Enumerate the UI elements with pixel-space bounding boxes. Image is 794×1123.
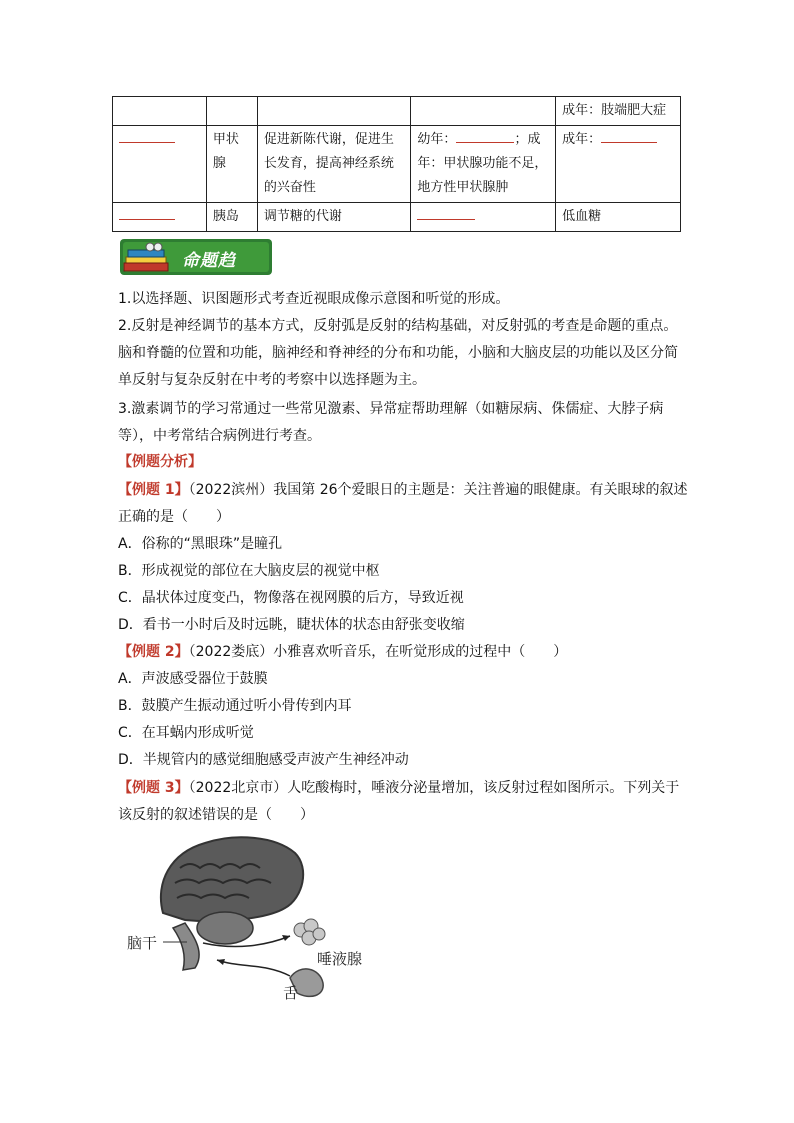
table-cell: 低血糖	[556, 203, 681, 232]
label-tongue: 舌	[283, 984, 299, 1002]
option-a: A．俗称的“黑眼珠”是瞳孔	[118, 536, 283, 552]
table-cell: 调节糖的代谢	[257, 203, 411, 232]
table-cell	[411, 97, 556, 126]
option-d: D．看书一小时后及时远眺，睫状体的状态由舒张变收缩	[118, 617, 465, 633]
table-row	[113, 126, 681, 203]
option-b: B．鼓膜产生振动通过听小骨传到内耳	[118, 698, 352, 714]
option-c: C．在耳蜗内形成听觉	[118, 725, 254, 741]
table-cell	[113, 126, 207, 203]
table-cell	[556, 126, 681, 203]
option-a: A．声波感受器位于鼓膜	[118, 671, 268, 687]
salivary-gland	[294, 919, 325, 945]
option-c: C．晶状体过度变凸，物像落在视网膜的后方，导致近视	[118, 590, 464, 606]
hormone-table	[112, 96, 681, 232]
cell-text: 幼年：	[417, 132, 457, 147]
example-tag: 【例题 2】	[118, 644, 189, 660]
example-3-stem	[118, 775, 688, 829]
table-cell: 甲状腺	[206, 126, 257, 203]
label-salivary-gland: 唾液腺	[317, 950, 363, 968]
banner-label: 命题趋	[182, 251, 236, 271]
example-2-stem	[118, 640, 688, 664]
option-b: B．形成视觉的部位在大脑皮层的视觉中枢	[118, 563, 380, 579]
brain-illustration	[125, 828, 385, 1003]
section-title: 【例题分析】	[118, 454, 202, 470]
answer-blank[interactable]	[119, 128, 175, 143]
example-tag: 【例题 3】	[118, 780, 189, 796]
point-3: 3.激素调节的学习常通过一些常见激素、异常症帮助理解（如糖尿病、侏儒症、大脖子病等），中考常结合病例进行考查。	[118, 401, 664, 444]
table-row	[113, 97, 681, 126]
table-cell	[411, 203, 556, 232]
label-brainstem: 脑干	[127, 934, 158, 952]
answer-blank[interactable]	[601, 128, 657, 143]
table-cell	[206, 97, 257, 126]
answer-blank[interactable]	[417, 205, 475, 220]
table-cell	[257, 97, 411, 126]
question-text: （2022滨州）我国第 26个爱眼日的主题是：关注普遍的眼健康。有关眼球的叙述正确的是（ ）	[118, 482, 688, 525]
cell-text: 成年：	[562, 132, 602, 147]
table-cell	[113, 203, 207, 232]
table-cell	[411, 126, 556, 203]
point-1: 1.以选择题、识图题形式考查近视眼成像示意图和听觉的形成。	[118, 291, 510, 307]
table-row	[113, 203, 681, 232]
option-d: D．半规管内的感觉细胞感受声波产生神经冲动	[118, 752, 409, 768]
example-tag: 【例题 1】	[118, 482, 189, 498]
cell-text: ；成年：甲状腺功能不足，地方性甲状腺肿	[417, 132, 548, 195]
answer-blank[interactable]	[119, 205, 175, 220]
example-1-stem	[118, 477, 688, 531]
table-cell: 促进新陈代谢，促进生长发育，提高神经系统的兴奋性	[257, 126, 411, 203]
point-2: 2.反射是神经调节的基本方式，反射弧是反射的结构基础，对反射弧的考查是命题的重点。脑和脊髓的位置和功能，脑神经和脊神经的分布和功能，小脑和大脑皮层的功能以及区分简单反射与复杂反射在中考的考察中以选择题为主。	[118, 318, 678, 388]
table-cell: 成年：肢端肥大症	[556, 97, 681, 126]
table-cell	[113, 97, 207, 126]
answer-blank[interactable]	[456, 128, 514, 143]
section-banner	[120, 237, 272, 277]
question-text: （2022娄底）小雅喜欢听音乐，在听觉形成的过程中（ ）	[188, 644, 568, 660]
question-text: （2022北京市）人吃酸梅时，唾液分泌量增加，该反射过程如图所示。下列关于该反射的叙述错误的是（ ）	[118, 780, 680, 823]
table-cell: 胰岛	[206, 203, 257, 232]
reflex-figure	[125, 828, 385, 1003]
